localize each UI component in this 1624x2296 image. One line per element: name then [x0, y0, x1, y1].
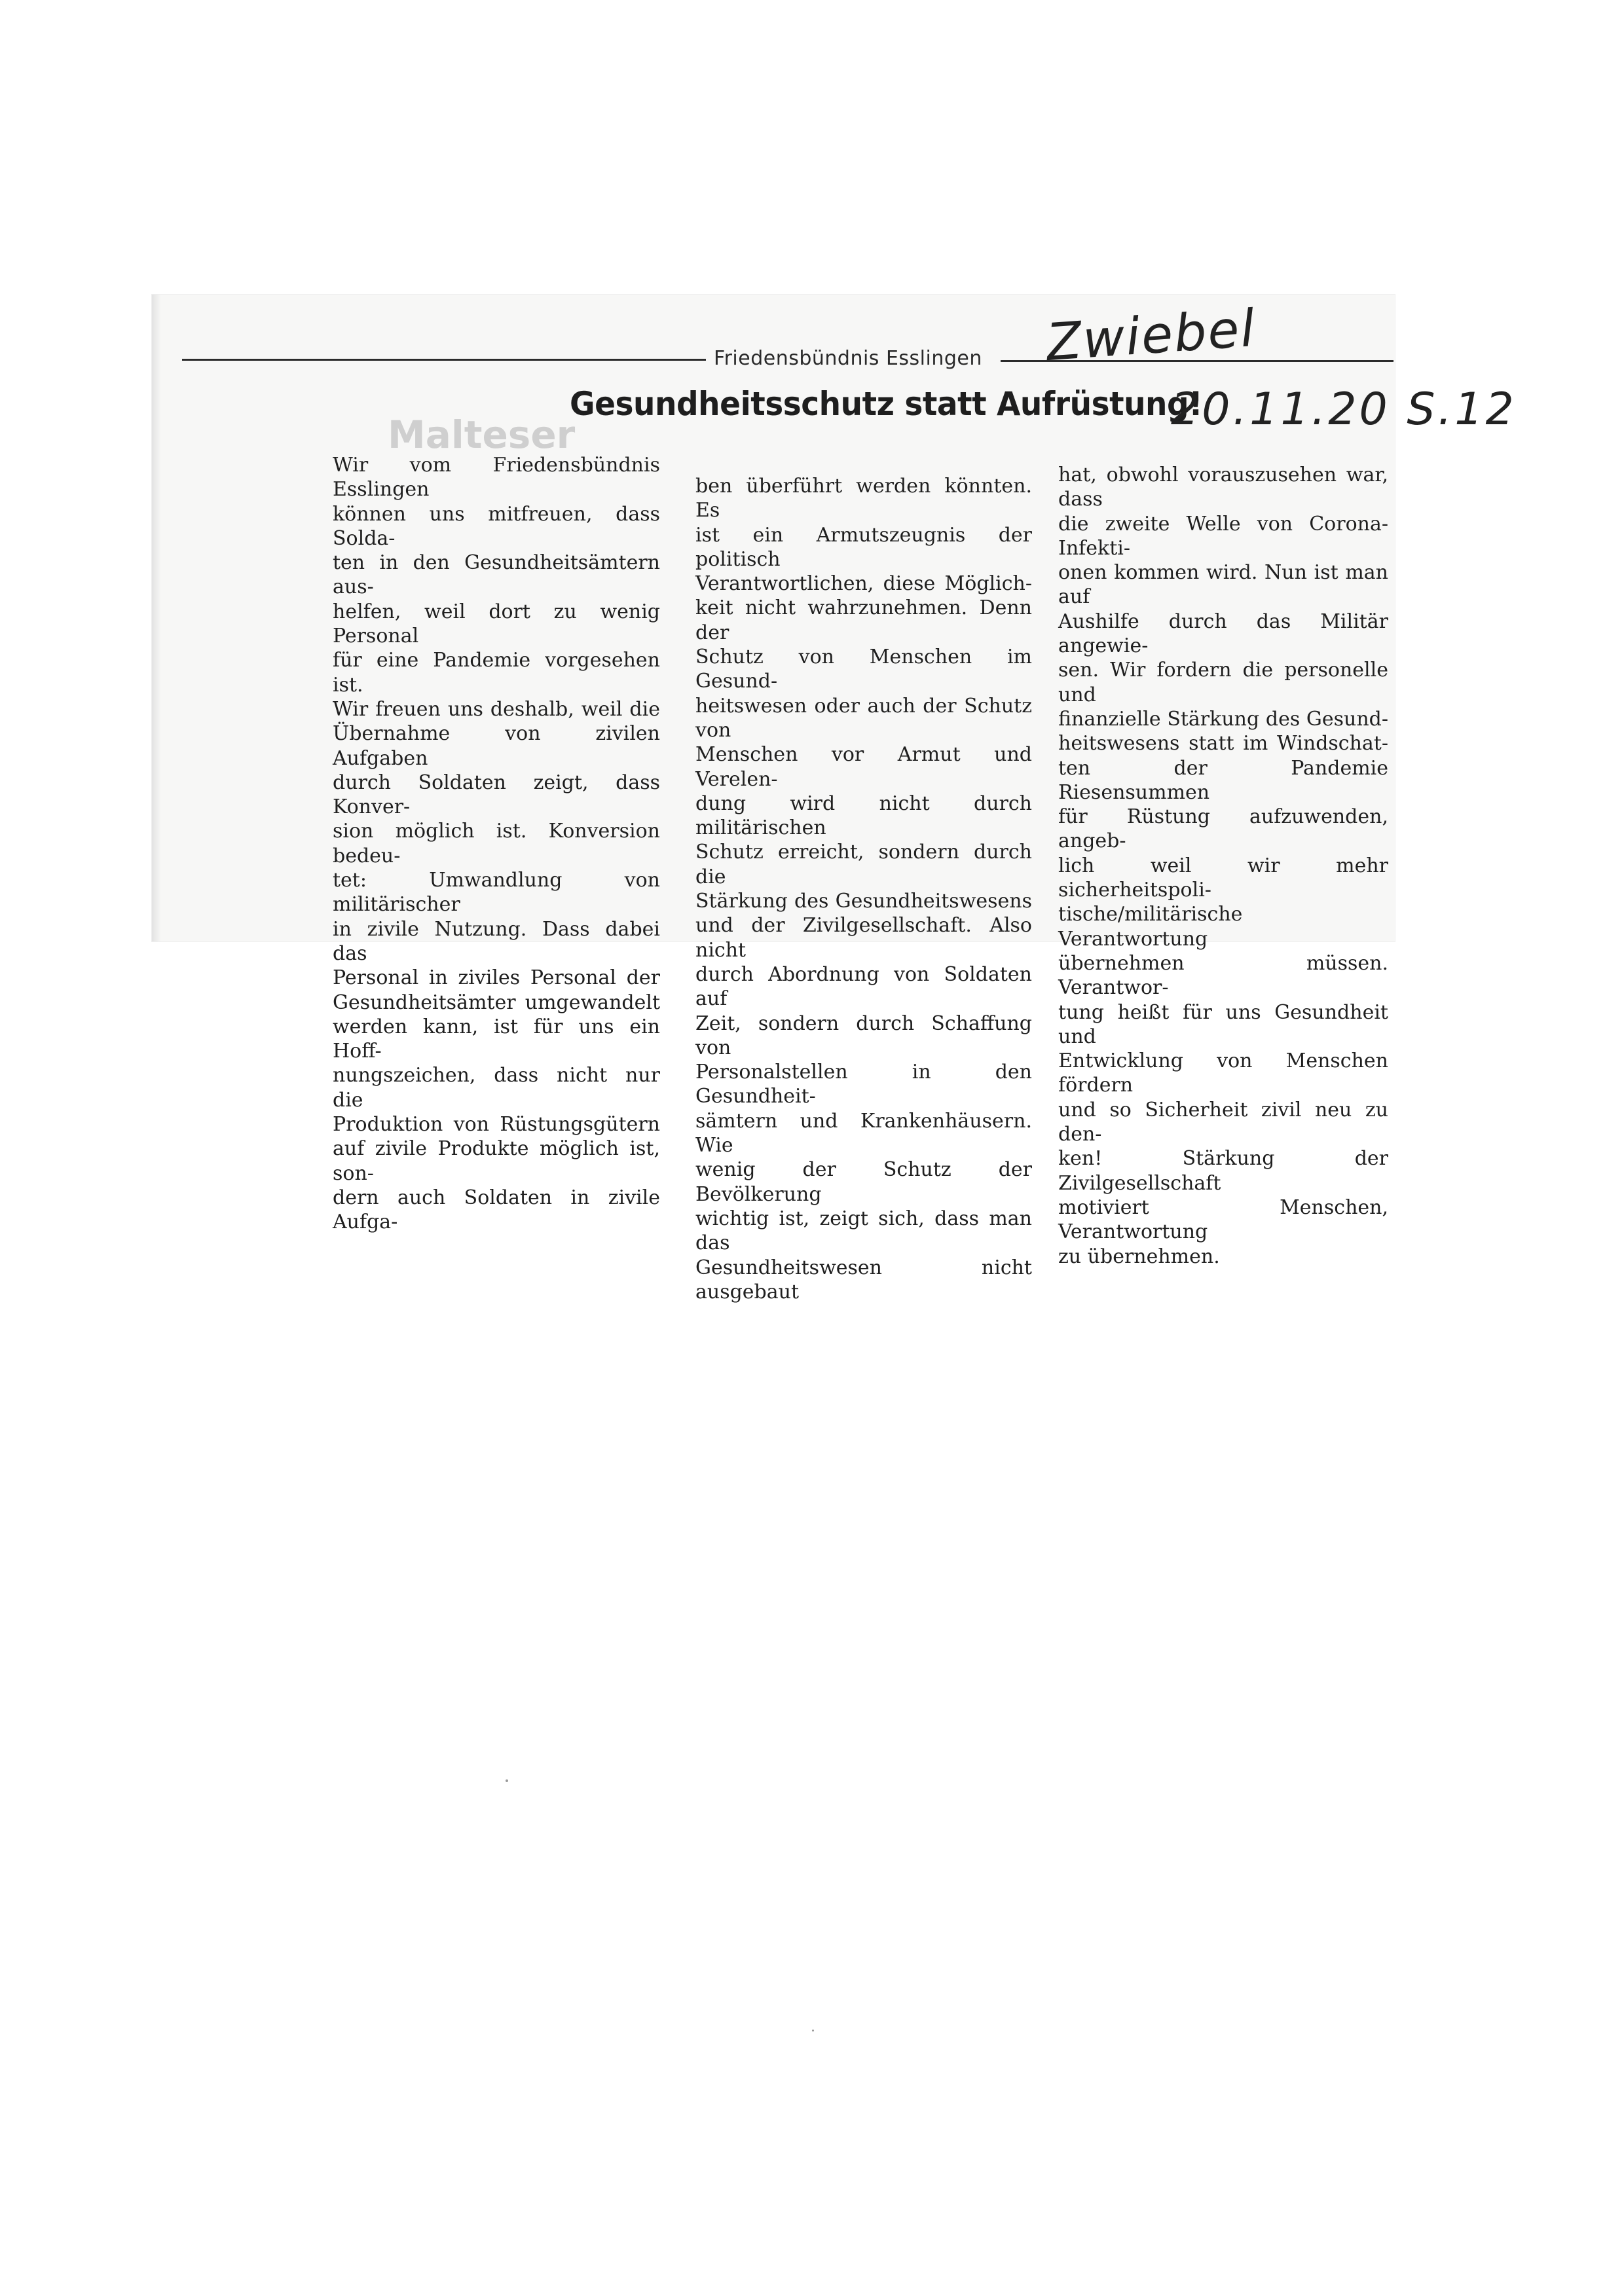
article-line: ten in den Gesundheitsämtern aus-	[333, 551, 660, 599]
article-line: nungszeichen, dass nicht nur die	[333, 1064, 660, 1112]
kicker: Friedensbündnis Esslingen	[714, 347, 982, 370]
article-line: Personalstellen in den Gesundheit-	[695, 1061, 1032, 1108]
article-line: ist ein Armutszeugnis der politisch	[695, 523, 1032, 571]
headline: Gesundheitsschutz statt Aufrüstung!	[570, 385, 1203, 423]
article-line: Übernahme von zivilen Aufgaben	[333, 722, 660, 770]
article-line: für Rüstung aufzuwenden, angeb-	[1058, 805, 1388, 853]
article-line: die zweite Welle von Corona-Infekti-	[1058, 512, 1388, 560]
article-line: Zeit, sondern durch Schaffung von	[695, 1011, 1032, 1059]
article-line: sämtern und Krankenhäusern. Wie	[695, 1109, 1032, 1157]
article-line: heitswesen oder auch der Schutz von	[695, 694, 1032, 742]
article-line: wichtig ist, zeigt sich, dass man das	[695, 1207, 1032, 1255]
article-line: onen kommen wird. Nun ist man auf	[1058, 561, 1388, 609]
article-line: Menschen vor Armut und Verelen-	[695, 743, 1032, 791]
article-line: Aushilfe durch das Militär angewie-	[1058, 610, 1388, 658]
article-line: keit nicht wahrzunehmen. Denn der	[695, 596, 1032, 644]
article-line: motiviert Menschen, Verantwortung	[1058, 1195, 1388, 1244]
article-line: Gesundheitsämter umgewandelt	[333, 991, 660, 1014]
article-line: dern auch Soldaten in zivile Aufga-	[333, 1186, 660, 1234]
article-line: Schutz erreicht, sondern durch die	[695, 841, 1032, 888]
article-line: lich weil wir mehr sicherheitspoli-	[1058, 854, 1388, 902]
article-line: Stärkung des Gesundheitswesens	[695, 890, 1032, 913]
article-line: tung heißt für uns Gesundheit und	[1058, 1000, 1388, 1048]
article-line: zu übernehmen.	[1058, 1245, 1220, 1268]
scan-speck	[506, 1779, 508, 1782]
article-line: helfen, weil dort zu wenig Personal	[333, 600, 660, 648]
article-line: durch Soldaten zeigt, dass Konver-	[333, 771, 660, 819]
article-line: Verantwortlichen, diese Möglich-	[695, 572, 1032, 596]
article-line: Wir vom Friedensbündnis Esslingen	[333, 454, 660, 501]
article-line: Wir freuen uns deshalb, weil die	[333, 697, 660, 721]
handwritten-source: Zwiebel	[1044, 299, 1258, 373]
article-line: tische/militärische Verantwortung	[1058, 903, 1243, 951]
article-line: übernehmen müssen. Verantwor-	[1058, 951, 1388, 1000]
article-line: ten der Pandemie Riesensummen	[1058, 756, 1388, 804]
article-line: Entwicklung von Menschen fördern	[1058, 1049, 1388, 1097]
article-line: wenig der Schutz der Bevölkerung	[695, 1158, 1032, 1206]
article-line: durch Abordnung von Soldaten auf	[695, 962, 1032, 1011]
article-line: und der Zivilgesellschaft. Also nicht	[695, 914, 1032, 962]
article-line: tet: Umwandlung von militärischer	[333, 869, 660, 917]
article-line: Produktion von Rüstungsgütern	[333, 1113, 660, 1137]
article-column-2	[695, 474, 1032, 1304]
article-line: auf zivile Produkte möglich ist, son-	[333, 1137, 660, 1185]
article-line: finanzielle Stärkung des Gesund-	[1058, 707, 1388, 731]
article-column-3	[1058, 463, 1388, 1269]
article-line: und so Sicherheit zivil neu zu den-	[1058, 1098, 1388, 1146]
article-line: sion möglich ist. Konversion bedeu-	[333, 820, 660, 867]
article-line: Gesundheitswesen nicht ausgebaut	[695, 1256, 1032, 1303]
handwritten-date: 20.11.20 S.12	[1171, 384, 1517, 435]
article-line: ben überführt werden könnten. Es	[695, 475, 1032, 522]
article-line: hat, obwohl vorauszusehen war, dass	[1058, 464, 1388, 511]
bleed-through-text: Malteser	[388, 412, 576, 457]
article-line: sen. Wir fordern die personelle und	[1058, 659, 1388, 706]
article-line: dung wird nicht durch militärischen	[695, 792, 1032, 840]
article-line: Schutz von Menschen im Gesund-	[695, 646, 1032, 693]
article-line: heitswesens statt im Windschat-	[1058, 732, 1388, 756]
article-line: ken! Stärkung der Zivilgesellschaft	[1058, 1147, 1388, 1195]
kicker-rule-left	[182, 359, 706, 361]
article-line: werden kann, ist für uns ein Hoff-	[333, 1015, 660, 1063]
scan-speck	[812, 2030, 814, 2032]
article-line: für eine Pandemie vorgesehen ist.	[333, 649, 660, 697]
article-line: Personal in ziviles Personal der	[333, 966, 660, 990]
article-line: in zivile Nutzung. Dass dabei das	[333, 917, 660, 965]
article-line: können uns mitfreuen, dass Solda-	[333, 502, 660, 550]
article-column-1	[333, 453, 660, 1235]
clipping-edge	[152, 295, 161, 941]
